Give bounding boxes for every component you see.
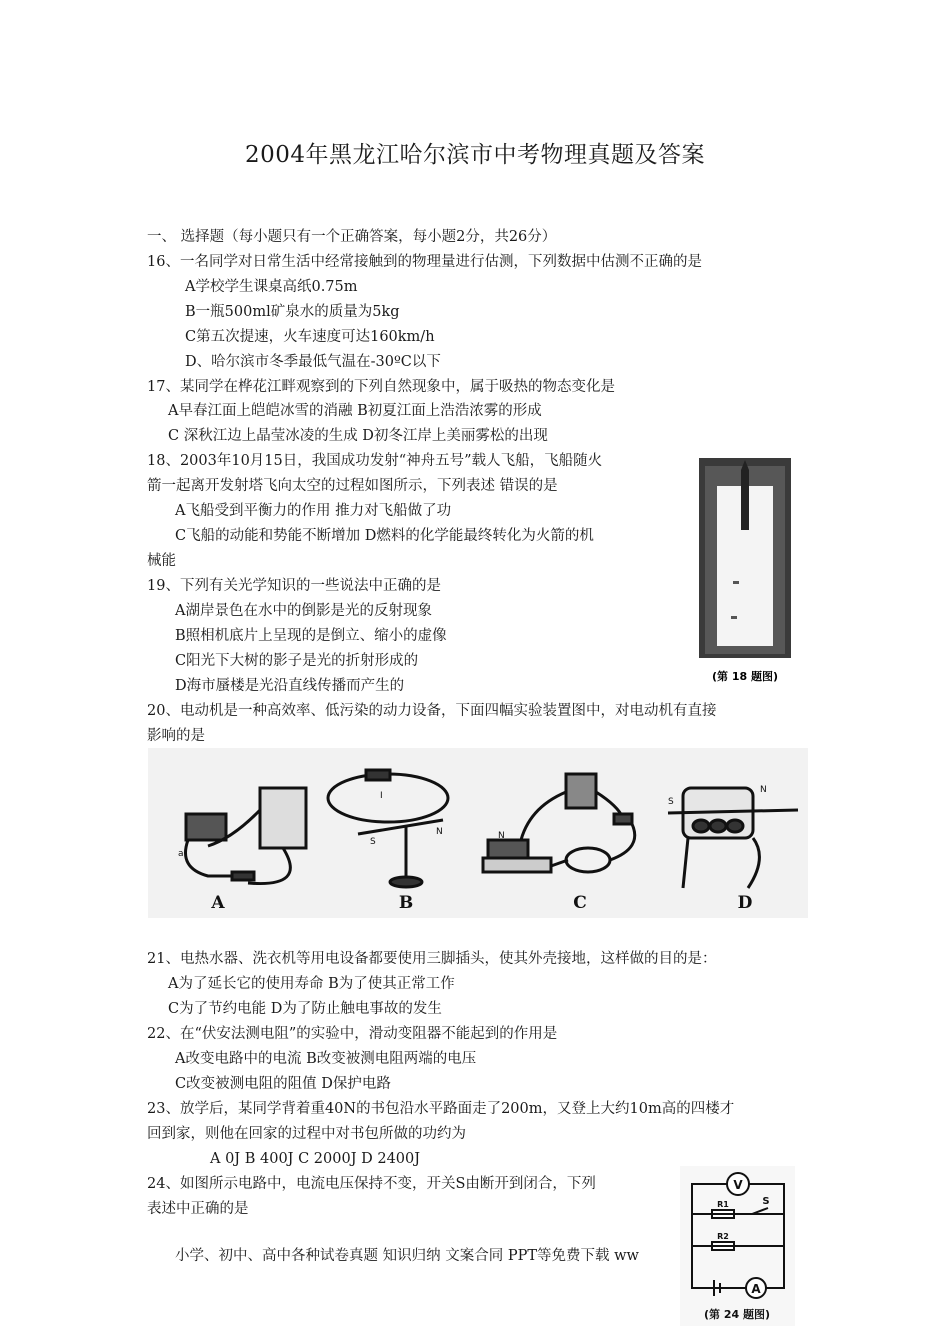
- question-20-line2: 影响的是: [147, 728, 205, 744]
- footer-ad-text: 小学、初中、高中各种试卷真题 知识归纳 文案合同 PPT等免费下载 ww: [175, 1248, 639, 1264]
- fig24-caption: (第 24 题图): [703, 1308, 771, 1321]
- options-18-cont: 械能: [147, 553, 176, 569]
- question-21: 21、电热水器、洗衣机等用电设备都要使用三脚插头，使其外壳接地，这样做的目的是：: [147, 951, 717, 967]
- options-17-cd: C 深秋江边上晶莹冰凌的生成 D初冬江岸上美丽雾松的出现: [168, 428, 548, 444]
- fig20-label-d: D: [737, 893, 753, 913]
- options-18-cd: C飞船的动能和势能不断增加 D燃料的化学能最终转化为火箭的机: [175, 528, 594, 544]
- options-21-cd: C为了节约电能 D为了防止触电事故的发生: [168, 1001, 442, 1017]
- fig24-a-label: A: [751, 1282, 761, 1296]
- fig24-v-label: V: [733, 1178, 743, 1192]
- option-19d: D海市蜃楼是光沿直线传播而产生的: [175, 678, 405, 694]
- fig20-pole-a: a: [178, 849, 184, 859]
- question-23-line1: 23、放学后，某同学背着重40N的书包沿水平路面走了200m，又登上大约10m高的四楼才: [147, 1101, 735, 1117]
- fig20-pole-n: N: [436, 827, 443, 837]
- figure-24-circuit: [680, 1166, 795, 1326]
- option-19c: C阳光下大树的影子是光的折射形成的: [175, 653, 419, 669]
- fig24-r1-label: R1: [717, 1200, 729, 1209]
- fig20-pole-s: S: [370, 837, 376, 847]
- question-19: 19、下列有关光学知识的一些说法中正确的是: [147, 578, 441, 594]
- options-18-ab: A飞船受到平衡力的作用 推力对飞船做了功: [175, 503, 452, 519]
- fig20-pole-n-c: N: [498, 831, 505, 841]
- options-22-ab: A改变电路中的电流 B改变被测电阻两端的电压: [175, 1051, 477, 1067]
- option-19b: B照相机底片上呈现的是倒立、缩小的虚像: [175, 628, 447, 644]
- fig18-rocket: [741, 470, 749, 530]
- fig20-current-label: I: [380, 791, 383, 801]
- fig24-s-label: S: [762, 1196, 770, 1207]
- question-22: 22、在“伏安法测电阻”的实验中，滑动变阻器不能起到的作用是: [147, 1026, 558, 1042]
- options-23: A 0J B 400J C 2000J D 2400J: [210, 1151, 421, 1167]
- fig20-pole-s-d: S: [668, 797, 674, 807]
- options-22-cd: C改变被测电阻的阻值 D保护电路: [175, 1076, 391, 1092]
- figure-18-rocket: [697, 456, 795, 688]
- fig18-caption: (第 18 题图): [711, 670, 779, 683]
- fig24-r2-label: R2: [717, 1232, 729, 1241]
- option-16d: D、哈尔滨市冬季最低气温在-30ºC以下: [185, 354, 441, 370]
- fig20-label-a: A: [211, 893, 225, 913]
- options-17-ab: A早春江面上皑皑冰雪的消融 B初夏江面上浩浩浓雾的形成: [168, 403, 542, 419]
- question-16: 16、一名同学对日常生活中经常接触到的物理量进行估测，下列数据中估测不正确的是: [147, 254, 702, 270]
- fig20-pole-n-d: N: [760, 785, 767, 795]
- fig20-label-c: C: [573, 893, 587, 913]
- option-19a: A湖岸景色在水中的倒影是光的反射现象: [175, 603, 432, 619]
- section-heading: 一、 选择题（每小题只有一个正确答案，每小题2分，共26分）: [147, 229, 557, 245]
- question-23-line2: 回到家，则他在回家的过程中对书包所做的功约为: [147, 1126, 466, 1142]
- question-17: 17、某同学在桦花江畔观察到的下列自然现象中，属于吸热的物态变化是: [147, 379, 615, 395]
- options-21-ab: A为了延长它的使用寿命 B为了使其正常工作: [168, 976, 455, 992]
- question-18-line2: 箭一起离开发射塔飞向太空的过程如图所示，下列表述 错误的是: [147, 478, 558, 494]
- option-16c: C第五次提速，火车速度可达160km/h: [185, 329, 435, 345]
- document-title: 2004年黑龙江哈尔滨市中考物理真题及答案: [244, 142, 706, 168]
- question-18-line1: 18、2003年10月15日，我国成功发射“神舟五号”载人飞船，飞船随火: [147, 453, 603, 469]
- figure-20-experiments: [148, 748, 808, 918]
- question-20-line1: 20、电动机是一种高效率、低污染的动力设备，下面四幅实验装置图中，对电动机有直接: [147, 703, 717, 719]
- question-24-line2: 表述中正确的是: [147, 1201, 249, 1217]
- fig20-label-b: B: [398, 893, 414, 913]
- option-16b: B一瓶500ml矿泉水的质量为5kg: [185, 304, 400, 320]
- question-24-line1: 24、如图所示电路中，电流电压保持不变，开关S由断开到闭合，下列: [147, 1176, 596, 1192]
- option-16a: A学校学生课桌高纸0.75m: [185, 279, 358, 295]
